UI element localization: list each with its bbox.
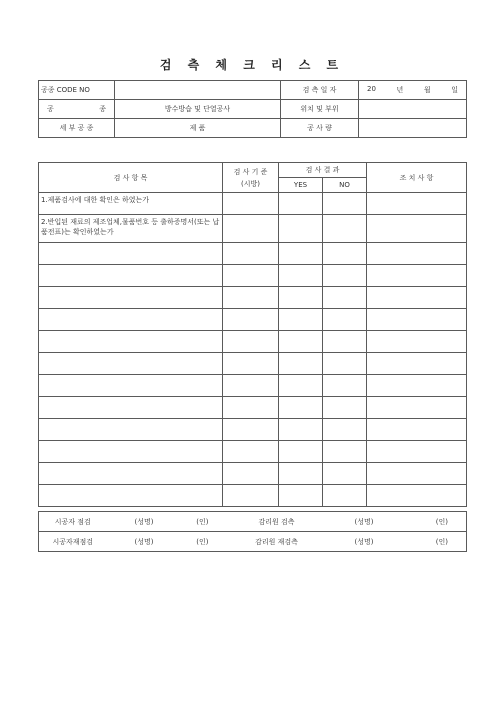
no-cell[interactable] bbox=[323, 375, 367, 397]
no-cell[interactable] bbox=[323, 485, 367, 507]
action-cell[interactable] bbox=[367, 397, 467, 419]
sign-left-label: 시공자재점검 bbox=[39, 532, 107, 552]
yes-cell[interactable] bbox=[279, 485, 323, 507]
info-table bbox=[38, 80, 467, 138]
inspection-item bbox=[39, 463, 223, 485]
no-cell[interactable] bbox=[323, 243, 367, 265]
criteria-cell[interactable] bbox=[223, 309, 279, 331]
criteria-cell[interactable] bbox=[223, 375, 279, 397]
criteria-cell[interactable] bbox=[223, 353, 279, 375]
action-cell[interactable] bbox=[367, 193, 467, 215]
criteria-cell[interactable] bbox=[223, 193, 279, 215]
criteria-header-title: 검 사 기 준 bbox=[233, 167, 268, 176]
inspection-item bbox=[39, 441, 223, 463]
inspection-item bbox=[39, 287, 223, 309]
item-header: 검 사 항 목 bbox=[39, 163, 223, 193]
yes-header: YES bbox=[279, 178, 323, 193]
info-row-work bbox=[39, 100, 467, 119]
table-row bbox=[39, 441, 467, 463]
date-month-unit: 월 bbox=[423, 86, 431, 94]
date-year: 20 bbox=[367, 85, 376, 93]
no-cell[interactable] bbox=[323, 397, 367, 419]
yes-cell[interactable] bbox=[279, 463, 323, 485]
action-cell[interactable] bbox=[367, 243, 467, 265]
table-row bbox=[39, 331, 467, 353]
action-cell[interactable] bbox=[367, 375, 467, 397]
detail-label: 세 부 공 종 bbox=[39, 119, 115, 138]
no-header: NO bbox=[323, 178, 367, 193]
no-cell[interactable] bbox=[323, 265, 367, 287]
inspection-item bbox=[39, 353, 223, 375]
yes-cell[interactable] bbox=[279, 419, 323, 441]
yes-cell[interactable] bbox=[279, 215, 323, 243]
work-label-a: 공 bbox=[47, 105, 54, 113]
sign-right-label: 감리원 검측 bbox=[227, 512, 327, 532]
sign-right-label: 감리원 재검측 bbox=[227, 532, 327, 552]
no-cell[interactable] bbox=[323, 287, 367, 309]
work-label bbox=[39, 100, 115, 119]
criteria-header-sub: (시방) bbox=[241, 179, 260, 188]
table-row bbox=[39, 193, 467, 215]
criteria-cell[interactable] bbox=[223, 331, 279, 353]
inspect-header-row bbox=[39, 163, 467, 178]
yes-cell[interactable] bbox=[279, 441, 323, 463]
sign-row bbox=[39, 512, 467, 532]
location-label: 위치 및 부위 bbox=[281, 100, 359, 119]
sign-right-seal: (인) bbox=[435, 537, 448, 546]
criteria-cell[interactable] bbox=[223, 419, 279, 441]
yes-cell[interactable] bbox=[279, 243, 323, 265]
quantity-label: 공 사 량 bbox=[281, 119, 359, 138]
criteria-cell[interactable] bbox=[223, 215, 279, 243]
criteria-header bbox=[223, 163, 279, 193]
action-cell[interactable] bbox=[367, 353, 467, 375]
inspection-item bbox=[39, 419, 223, 441]
code-value[interactable] bbox=[115, 81, 281, 100]
action-cell[interactable] bbox=[367, 309, 467, 331]
table-row bbox=[39, 309, 467, 331]
table-row bbox=[39, 463, 467, 485]
action-header: 조 치 사 항 bbox=[367, 163, 467, 193]
yes-cell[interactable] bbox=[279, 353, 323, 375]
criteria-cell[interactable] bbox=[223, 265, 279, 287]
sign-right-field[interactable] bbox=[327, 512, 467, 532]
yes-cell[interactable] bbox=[279, 397, 323, 419]
table-row bbox=[39, 397, 467, 419]
sign-left-seal: (인) bbox=[196, 517, 209, 526]
no-cell[interactable] bbox=[323, 309, 367, 331]
criteria-cell[interactable] bbox=[223, 485, 279, 507]
info-row-code bbox=[39, 81, 467, 100]
action-cell[interactable] bbox=[367, 463, 467, 485]
sign-left-name: (성명) bbox=[134, 537, 154, 546]
date-label: 검 측 일 자 bbox=[281, 81, 359, 100]
sign-right-name: (성명) bbox=[354, 537, 374, 546]
criteria-cell[interactable] bbox=[223, 243, 279, 265]
date-value[interactable] bbox=[359, 81, 467, 100]
criteria-cell[interactable] bbox=[223, 463, 279, 485]
action-cell[interactable] bbox=[367, 331, 467, 353]
yes-cell[interactable] bbox=[279, 265, 323, 287]
inspection-item bbox=[39, 243, 223, 265]
info-row-detail bbox=[39, 119, 467, 138]
criteria-cell[interactable] bbox=[223, 397, 279, 419]
table-row bbox=[39, 287, 467, 309]
detail-value[interactable]: 제 품 bbox=[115, 119, 281, 138]
table-row bbox=[39, 375, 467, 397]
work-value[interactable]: 방수방습 및 단열공사 bbox=[115, 100, 281, 119]
yes-cell[interactable] bbox=[279, 309, 323, 331]
criteria-cell[interactable] bbox=[223, 441, 279, 463]
inspection-item bbox=[39, 265, 223, 287]
criteria-cell[interactable] bbox=[223, 287, 279, 309]
inspection-item bbox=[39, 331, 223, 353]
sign-right-field[interactable] bbox=[327, 532, 467, 552]
result-header: 검 사 결 과 bbox=[279, 163, 367, 178]
sign-right-name: (성명) bbox=[354, 517, 374, 526]
action-cell[interactable] bbox=[367, 265, 467, 287]
action-cell[interactable] bbox=[367, 485, 467, 507]
action-cell[interactable] bbox=[367, 287, 467, 309]
yes-cell[interactable] bbox=[279, 287, 323, 309]
no-cell[interactable] bbox=[323, 193, 367, 215]
no-cell[interactable] bbox=[323, 353, 367, 375]
sign-left-field[interactable] bbox=[107, 512, 227, 532]
inspection-item bbox=[39, 485, 223, 507]
quantity-value[interactable] bbox=[359, 119, 467, 138]
work-label-b: 종 bbox=[99, 105, 106, 113]
sign-row bbox=[39, 532, 467, 552]
sign-left-seal: (인) bbox=[196, 537, 209, 546]
sign-right-seal: (인) bbox=[435, 517, 448, 526]
table-row bbox=[39, 243, 467, 265]
date-day-unit: 일 bbox=[451, 86, 458, 94]
date-year-unit: 년 bbox=[396, 86, 404, 94]
yes-cell[interactable] bbox=[279, 193, 323, 215]
no-cell[interactable] bbox=[323, 419, 367, 441]
inspection-rows bbox=[39, 193, 467, 507]
action-cell[interactable] bbox=[367, 419, 467, 441]
signature-table bbox=[38, 511, 467, 552]
inspection-item: 1.제품검사에 대한 확인은 하였는가 bbox=[39, 193, 223, 215]
no-cell[interactable] bbox=[323, 215, 367, 243]
no-cell[interactable] bbox=[323, 331, 367, 353]
inspection-item: 2.반입된 재료의 제조업체,물품번호 등 출하증명서(또는 납품전표)는 확인하였는가 bbox=[39, 215, 223, 243]
table-row bbox=[39, 215, 467, 243]
inspection-item bbox=[39, 375, 223, 397]
table-row bbox=[39, 353, 467, 375]
sign-left-field[interactable] bbox=[107, 532, 227, 552]
action-cell[interactable] bbox=[367, 441, 467, 463]
no-cell[interactable] bbox=[323, 463, 367, 485]
location-value[interactable] bbox=[359, 100, 467, 119]
sign-left-name: (성명) bbox=[134, 517, 154, 526]
table-row bbox=[39, 485, 467, 507]
code-label: 공종 CODE NO bbox=[39, 81, 115, 100]
no-cell[interactable] bbox=[323, 441, 367, 463]
table-row bbox=[39, 419, 467, 441]
action-cell[interactable] bbox=[367, 215, 467, 243]
sign-left-label: 시공자 점검 bbox=[39, 512, 107, 532]
yes-cell[interactable] bbox=[279, 375, 323, 397]
page-title: 검 측 체 크 리 스 트 bbox=[159, 58, 345, 72]
inspection-table bbox=[38, 162, 467, 507]
inspection-item bbox=[39, 397, 223, 419]
inspection-item bbox=[39, 309, 223, 331]
table-row bbox=[39, 265, 467, 287]
yes-cell[interactable] bbox=[279, 331, 323, 353]
